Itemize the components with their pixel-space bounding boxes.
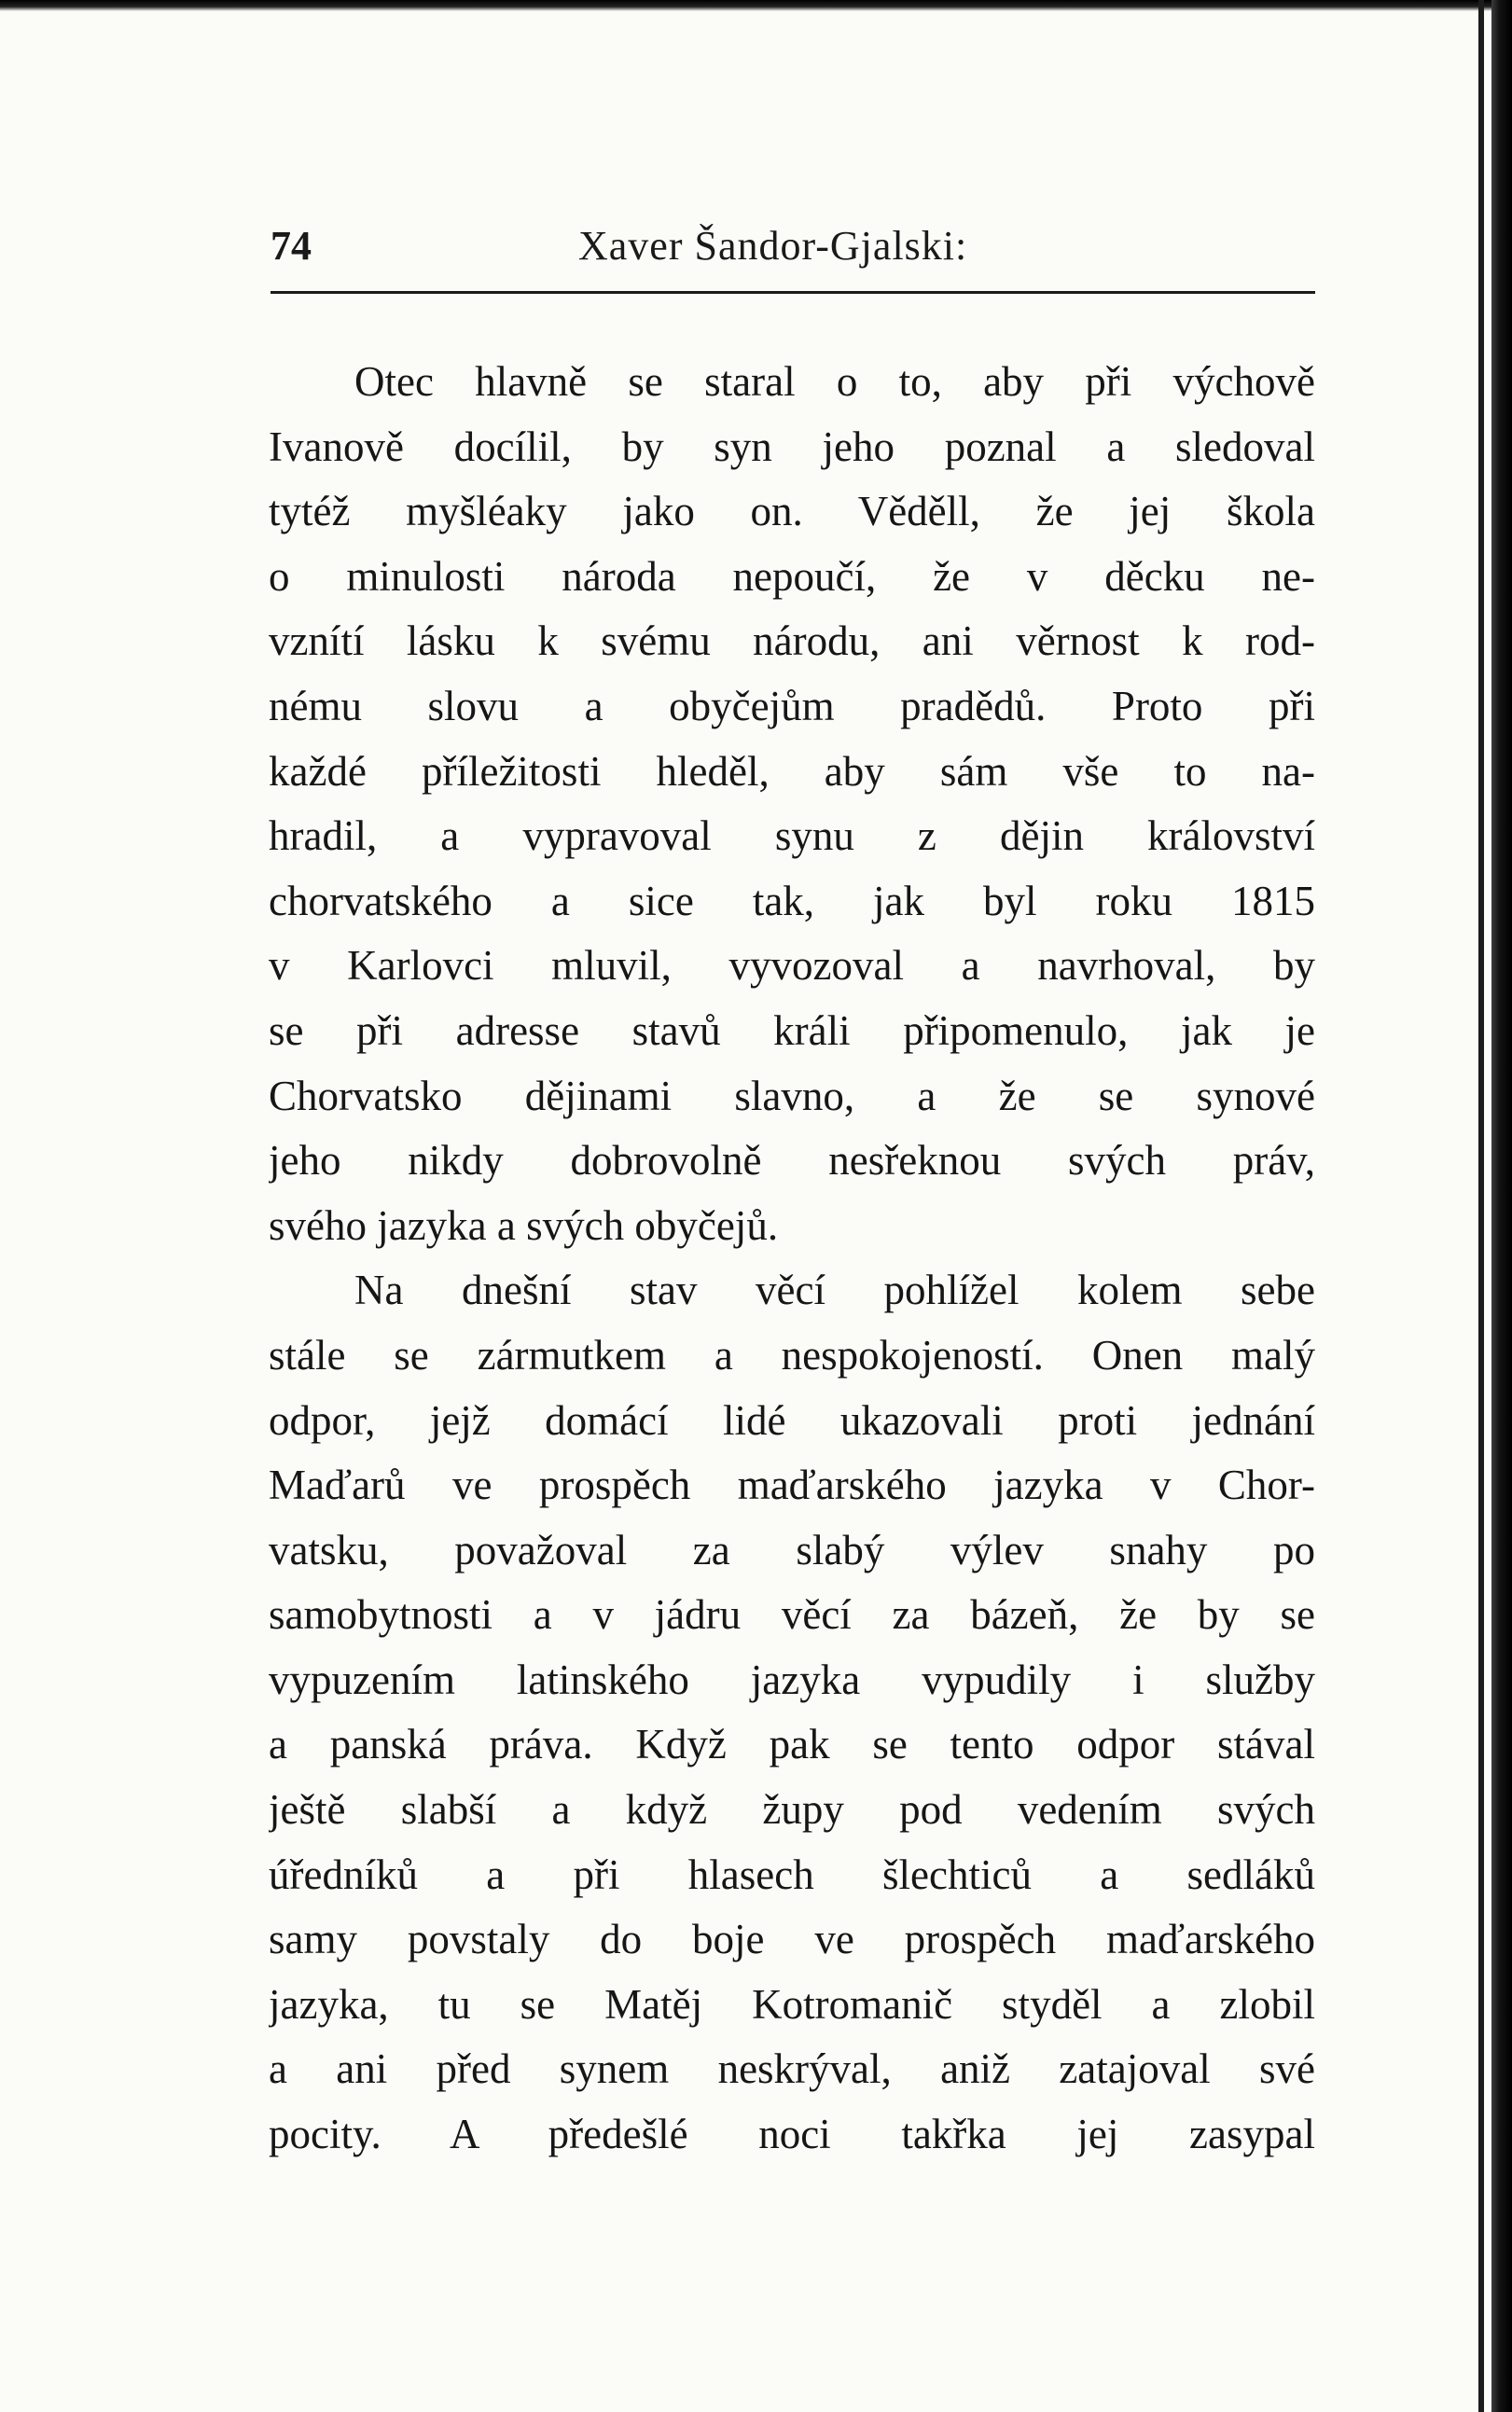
running-title: Xaver Šandor-Gjalski: xyxy=(578,223,968,269)
text-line: vypuzením latinského jazyka vypudily i služby xyxy=(269,1656,1315,1703)
text-line: Na dnešní stav věcí pohlížel kolem sebe xyxy=(354,1267,1315,1314)
text-line: Maďarů ve prospěch maďarského jazyka v Chor- xyxy=(269,1462,1315,1509)
text-line: samobytnosti a v jádru věcí za bázeň, že by se xyxy=(269,1591,1315,1639)
text-line: samy povstaly do boje ve prospěch maďarského xyxy=(269,1916,1315,1963)
text-line: ještě slabší a když župy pod vedením svých xyxy=(269,1786,1315,1834)
text-line: jazyka, tu se Matěj Kotromanič styděl a zlobil xyxy=(269,1980,1315,2028)
text-line: každé příležitosti hleděl, aby sám vše to na- xyxy=(269,747,1315,795)
text-line: a ani před synem neskrýval, aniž zatajoval své xyxy=(269,2045,1315,2093)
page-number: 74 xyxy=(270,223,312,269)
text-line: odpor, jejž domácí lidé ukazovali proti jednání xyxy=(269,1396,1315,1444)
text-line: chorvatského a sice tak, jak byl roku 1815 xyxy=(269,877,1315,924)
text-line: vatsku, považoval za slabý výlev snahy po xyxy=(269,1526,1315,1573)
text-line: se při adresse stavů králi připomenulo, jak je xyxy=(269,1006,1315,1054)
text-line: Ivanově docílil, by syn jeho poznal a sledoval xyxy=(269,423,1315,470)
scan-spine-shadow xyxy=(1478,0,1484,2412)
text-line: Chorvatsko dějinami slavno, a že se synové xyxy=(269,1072,1315,1119)
text-line: tytéž myšléaky jako on. Věděll, že jej škola xyxy=(269,488,1315,535)
text-line: o minulosti národa nepoučí, že v děcku ne- xyxy=(269,552,1315,600)
text-line: svého jazyka a svých obyčejů. xyxy=(269,1201,779,1249)
text-line: úředníků a při hlasech šlechticů a sedláků xyxy=(269,1851,1315,1898)
text-line: pocity. A předešlé noci takřka jej zasypal xyxy=(269,2111,1315,2158)
text-line: vznítí lásku k svému národu, ani věrnost k rod- xyxy=(269,617,1315,665)
text-line: jeho nikdy dobrovolně nesřeknou svých práv, xyxy=(269,1137,1315,1185)
text-line: a panská práva. Když pak se tento odpor stával xyxy=(269,1721,1315,1768)
text-line: Otec hlavně se staral o to, aby při výchově xyxy=(354,358,1315,405)
text-line: stále se zármutkem a nespokojeností. Onen malý xyxy=(269,1331,1315,1379)
scan-right-edge xyxy=(1491,0,1512,2412)
body-text xyxy=(269,350,1315,2168)
text-line: nému slovu a obyčejům pradědů. Proto při xyxy=(269,682,1315,729)
text-line: v Karlovci mluvil, vyvozoval a navrhoval, by xyxy=(269,942,1315,990)
header-rule xyxy=(270,291,1315,294)
page-header xyxy=(270,222,1315,287)
text-line: hradil, a vypravoval synu z dějin království xyxy=(269,812,1315,860)
scan-top-edge xyxy=(0,0,1512,11)
